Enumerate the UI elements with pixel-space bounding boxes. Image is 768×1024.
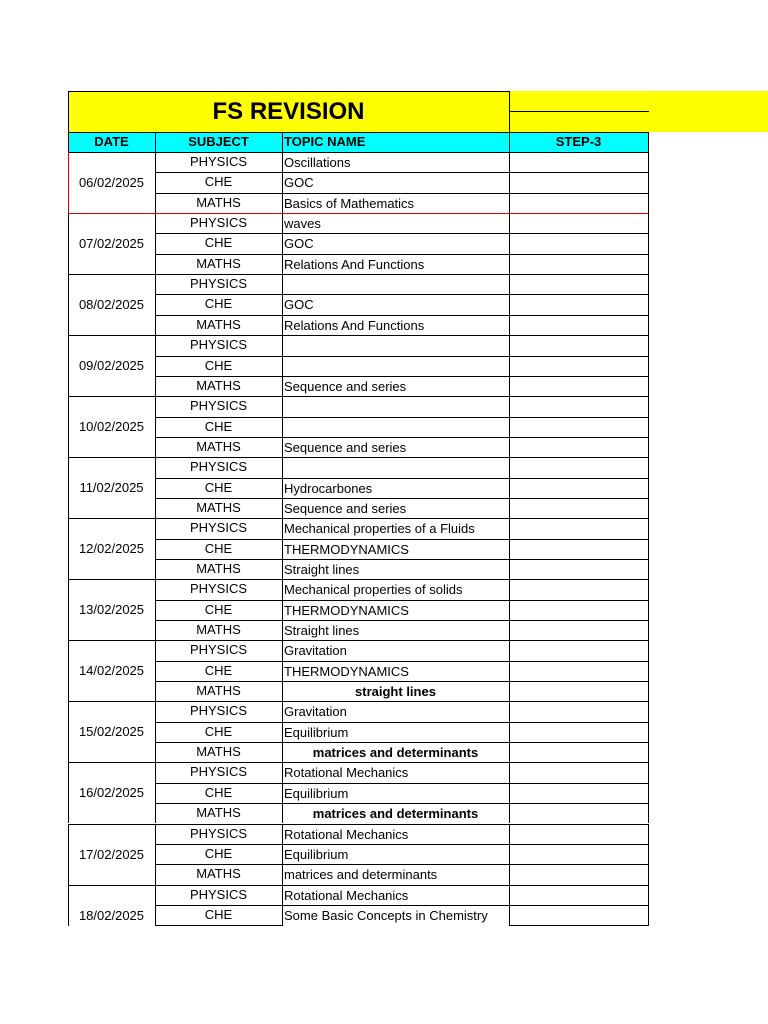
step-cell[interactable] — [509, 600, 648, 620]
grid-line — [68, 457, 69, 518]
topic-cell[interactable] — [282, 357, 509, 377]
topic-cell[interactable]: GOC — [284, 297, 314, 312]
grid-line — [68, 885, 69, 926]
subject-cell[interactable]: PHYSICS — [189, 520, 248, 535]
grid-line — [509, 111, 649, 112]
grid-line — [155, 722, 649, 723]
grid-line — [648, 579, 649, 640]
grid-line — [68, 640, 69, 701]
step-cell[interactable] — [509, 885, 648, 905]
grid-line — [155, 396, 156, 457]
grid-line — [155, 254, 649, 255]
grid-line — [68, 213, 69, 274]
date-cell[interactable]: 12/02/2025 — [78, 540, 145, 556]
grid-line — [648, 518, 649, 579]
subject-cell[interactable]: CHE — [204, 174, 233, 189]
step-cell[interactable] — [509, 681, 648, 701]
step-cell[interactable] — [509, 376, 648, 396]
topic-cell[interactable]: GOC — [284, 175, 314, 190]
subject-cell[interactable]: MATHS — [196, 683, 241, 698]
grid-line — [282, 457, 283, 518]
header-step: STEP-3 — [509, 132, 648, 152]
subject-cell[interactable]: MATHS — [196, 805, 241, 820]
grid-line — [282, 640, 283, 701]
grid-line — [68, 274, 69, 335]
grid-line — [509, 579, 510, 640]
subject-cell[interactable]: MATHS — [196, 561, 241, 576]
subject-cell[interactable]: CHE — [204, 663, 233, 678]
grid-line — [282, 824, 283, 885]
step-cell[interactable] — [509, 254, 648, 274]
step-cell[interactable] — [509, 579, 648, 599]
grid-line — [282, 762, 283, 823]
date-cell[interactable]: 16/02/2025 — [78, 784, 145, 800]
subject-cell[interactable]: MATHS — [196, 866, 241, 881]
grid-line — [155, 498, 649, 499]
grid-line — [282, 132, 283, 152]
subject-cell[interactable]: PHYSICS — [189, 581, 248, 596]
step-cell[interactable] — [509, 417, 648, 437]
topic-cell[interactable]: Oscillations — [284, 155, 351, 170]
grid-line — [155, 824, 156, 885]
grid-line — [68, 824, 69, 885]
step-cell[interactable] — [509, 315, 648, 335]
subject-cell[interactable]: PHYSICS — [189, 826, 248, 841]
grid-line — [155, 376, 649, 377]
grid-line — [282, 579, 283, 640]
step-cell[interactable] — [509, 335, 648, 355]
step-cell[interactable] — [509, 457, 648, 477]
grid-line — [155, 620, 649, 621]
grid-line — [282, 701, 283, 762]
step-cell[interactable] — [509, 824, 648, 844]
step-cell[interactable] — [509, 620, 648, 640]
grid-line — [68, 91, 69, 132]
grid-line — [68, 579, 69, 640]
grid-line — [155, 417, 649, 418]
grid-line — [155, 640, 156, 701]
grid-line — [155, 335, 156, 396]
grid-line — [155, 661, 649, 662]
grid-line — [155, 905, 649, 906]
topic-cell[interactable] — [282, 336, 509, 356]
subject-cell[interactable]: MATHS — [196, 500, 241, 515]
subject-cell[interactable]: MATHS — [196, 195, 241, 210]
grid-line — [648, 701, 649, 762]
grid-line — [648, 152, 649, 213]
grid-line — [155, 213, 156, 274]
step-cell[interactable] — [509, 661, 648, 681]
grid-line — [282, 213, 283, 274]
grid-line — [155, 437, 649, 438]
grid-line — [509, 335, 510, 396]
grid-line — [509, 274, 510, 335]
subject-cell[interactable]: PHYSICS — [189, 642, 248, 657]
grid-line — [68, 91, 510, 92]
grid-line — [282, 518, 283, 579]
step-cell[interactable] — [509, 701, 648, 721]
grid-line — [509, 152, 510, 213]
grid-line — [648, 132, 649, 152]
topic-cell[interactable]: THERMODYNAMICS — [284, 664, 409, 679]
grid-line — [68, 396, 69, 457]
grid-line — [155, 294, 649, 295]
grid-line — [648, 824, 649, 885]
topic-cell[interactable]: Basics of Mathematics — [284, 196, 415, 211]
subject-cell[interactable]: PHYSICS — [189, 215, 248, 230]
grid-line — [282, 152, 283, 213]
topic-cell[interactable]: Some Basic Concepts in Chemistry — [284, 908, 488, 923]
grid-line — [155, 478, 649, 479]
grid-line — [155, 762, 156, 823]
topic-cell[interactable] — [282, 397, 509, 417]
grid-line — [68, 132, 69, 152]
step-cell[interactable] — [509, 864, 648, 884]
grid-line — [155, 274, 156, 335]
grid-line — [648, 457, 649, 518]
subject-cell[interactable]: MATHS — [196, 744, 241, 759]
grid-line — [509, 518, 510, 579]
topic-cell[interactable]: straight lines — [355, 684, 436, 699]
subject-cell[interactable]: CHE — [204, 846, 233, 861]
topic-cell[interactable]: Rotational Mechanics — [284, 827, 409, 842]
topic-cell[interactable]: THERMODYNAMICS — [284, 603, 409, 618]
subject-cell[interactable]: CHE — [204, 602, 233, 617]
topic-cell[interactable]: Straight lines — [284, 623, 360, 638]
grid-line — [648, 396, 649, 457]
step-cell[interactable] — [509, 640, 648, 660]
topic-cell[interactable]: Straight lines — [284, 562, 360, 577]
grid-line — [155, 579, 156, 640]
grid-line — [155, 681, 649, 682]
subject-cell[interactable]: PHYSICS — [189, 398, 248, 413]
grid-line — [509, 132, 510, 152]
grid-line — [648, 640, 649, 701]
topic-cell[interactable] — [282, 458, 509, 478]
topic-cell[interactable]: Gravitation — [284, 643, 347, 658]
subject-cell[interactable]: CHE — [204, 480, 233, 495]
header-date: DATE — [68, 132, 155, 152]
step-cell[interactable] — [509, 498, 648, 518]
step-cell[interactable] — [509, 844, 648, 864]
topic-cell[interactable]: waves — [284, 216, 321, 231]
step-cell[interactable] — [509, 172, 648, 192]
topic-cell[interactable]: GOC — [284, 236, 314, 251]
step-cell[interactable] — [509, 559, 648, 579]
subject-cell[interactable]: PHYSICS — [189, 764, 248, 779]
subject-cell[interactable]: MATHS — [196, 317, 241, 332]
step-cell[interactable] — [509, 518, 648, 538]
grid-line — [155, 132, 156, 152]
grid-line — [155, 315, 649, 316]
step-cell[interactable] — [509, 233, 648, 253]
date-cell[interactable]: 18/02/2025 — [78, 907, 145, 923]
subject-cell[interactable]: MATHS — [196, 378, 241, 393]
step-cell[interactable] — [509, 539, 648, 559]
topic-cell[interactable]: Gravitation — [284, 704, 347, 719]
grid-line — [155, 356, 649, 357]
subject-cell[interactable]: CHE — [204, 235, 233, 250]
grid-line — [68, 518, 69, 579]
grid-line — [648, 274, 649, 335]
subject-cell[interactable]: MATHS — [196, 439, 241, 454]
grid-line — [155, 172, 649, 173]
step-cell[interactable] — [509, 905, 648, 925]
subject-cell[interactable]: MATHS — [196, 622, 241, 637]
grid-line — [155, 518, 156, 579]
subject-cell[interactable]: CHE — [204, 358, 233, 373]
subject-cell[interactable]: CHE — [204, 419, 233, 434]
step-cell[interactable] — [509, 213, 648, 233]
topic-cell[interactable]: matrices and determinants — [312, 745, 479, 760]
date-cell[interactable]: 08/02/2025 — [78, 296, 145, 312]
subject-cell[interactable]: PHYSICS — [189, 154, 248, 169]
topic-cell[interactable]: Equilibrium — [284, 725, 349, 740]
topic-cell[interactable]: Sequence and series — [284, 501, 407, 516]
grid-line — [155, 864, 649, 865]
grid-line — [155, 600, 649, 601]
grid-line — [648, 213, 649, 274]
grid-line — [155, 233, 649, 234]
grid-line — [155, 457, 156, 518]
grid-line — [509, 925, 649, 926]
topic-cell[interactable]: Relations And Functions — [284, 257, 425, 272]
date-cell[interactable]: 06/02/2025 — [78, 174, 145, 190]
subject-cell[interactable]: CHE — [204, 724, 233, 739]
grid-line — [155, 539, 649, 540]
grid-line — [68, 152, 69, 213]
topic-cell[interactable]: Hydrocarbones — [284, 481, 373, 496]
grid-line — [68, 762, 69, 823]
topic-cell[interactable]: Rotational Mechanics — [284, 765, 409, 780]
grid-line — [282, 335, 283, 396]
grid-line — [155, 783, 649, 784]
subject-cell[interactable]: MATHS — [196, 256, 241, 271]
grid-line — [509, 762, 510, 823]
grid-line — [282, 396, 283, 457]
topic-cell[interactable] — [282, 275, 509, 295]
topic-cell[interactable] — [282, 418, 509, 438]
date-cell[interactable]: 11/02/2025 — [79, 479, 144, 495]
step-cell[interactable] — [509, 193, 648, 213]
subject-cell[interactable]: CHE — [204, 296, 233, 311]
subject-cell[interactable]: PHYSICS — [189, 887, 248, 902]
grid-line — [155, 925, 283, 926]
topic-cell[interactable]: Equilibrium — [284, 847, 349, 862]
topic-cell[interactable]: THERMODYNAMICS — [284, 542, 409, 557]
date-cell[interactable]: 14/02/2025 — [78, 662, 145, 678]
step-cell[interactable] — [509, 396, 648, 416]
subject-cell[interactable]: PHYSICS — [189, 459, 248, 474]
header-topic-name: TOPIC NAME — [282, 132, 509, 152]
grid-line — [155, 844, 649, 845]
grid-line — [155, 742, 649, 743]
header-subject: SUBJECT — [155, 132, 282, 152]
topic-cell[interactable]: Sequence and series — [284, 379, 407, 394]
step-cell[interactable] — [509, 478, 648, 498]
step-cell[interactable] — [509, 762, 648, 782]
step-cell[interactable] — [509, 437, 648, 457]
grid-line — [68, 701, 69, 762]
grid-line — [155, 152, 156, 213]
step-cell[interactable] — [509, 783, 648, 803]
topic-cell[interactable]: Mechanical properties of solids — [284, 582, 463, 597]
grid-line — [155, 803, 649, 804]
step-cell[interactable] — [509, 722, 648, 742]
grid-line — [509, 640, 510, 701]
grid-line — [155, 193, 649, 194]
topic-cell[interactable]: matrices and determinants — [284, 867, 438, 882]
topic-cell[interactable]: Relations And Functions — [284, 318, 425, 333]
step-cell[interactable] — [509, 803, 648, 823]
date-cell[interactable]: 17/02/2025 — [78, 846, 145, 862]
grid-line — [509, 213, 510, 274]
step-cell[interactable] — [509, 274, 648, 294]
date-cell[interactable]: 13/02/2025 — [78, 601, 145, 617]
date-cell[interactable]: 07/02/2025 — [78, 235, 145, 251]
grid-line — [155, 701, 156, 762]
grid-line — [282, 274, 283, 335]
sheet-title: FS REVISION — [68, 91, 509, 132]
date-cell[interactable]: 09/02/2025 — [78, 357, 145, 373]
step-cell[interactable] — [509, 152, 648, 172]
subject-cell[interactable]: CHE — [204, 907, 233, 922]
step-cell[interactable] — [509, 742, 648, 762]
topic-cell[interactable]: matrices and determinants — [312, 806, 479, 821]
topic-cell[interactable]: Sequence and series — [284, 440, 407, 455]
subject-cell[interactable]: CHE — [204, 785, 233, 800]
step-cell[interactable] — [509, 356, 648, 376]
date-cell[interactable]: 15/02/2025 — [78, 723, 145, 739]
topic-cell[interactable]: Equilibrium — [284, 786, 349, 801]
date-cell[interactable]: 10/02/2025 — [78, 418, 145, 434]
grid-line — [155, 559, 649, 560]
grid-line — [509, 396, 510, 457]
grid-line — [509, 824, 510, 885]
topic-cell[interactable]: Rotational Mechanics — [284, 888, 409, 903]
grid-line — [648, 762, 649, 823]
subject-cell[interactable]: PHYSICS — [189, 276, 248, 291]
subject-cell[interactable]: CHE — [204, 541, 233, 556]
subject-cell[interactable]: PHYSICS — [189, 337, 248, 352]
subject-cell[interactable]: PHYSICS — [189, 703, 248, 718]
grid-line — [509, 457, 510, 518]
grid-line — [509, 701, 510, 762]
grid-line — [648, 335, 649, 396]
step-cell[interactable] — [509, 294, 648, 314]
topic-cell[interactable]: Mechanical properties of a Fluids — [284, 521, 475, 536]
grid-line — [68, 335, 69, 396]
